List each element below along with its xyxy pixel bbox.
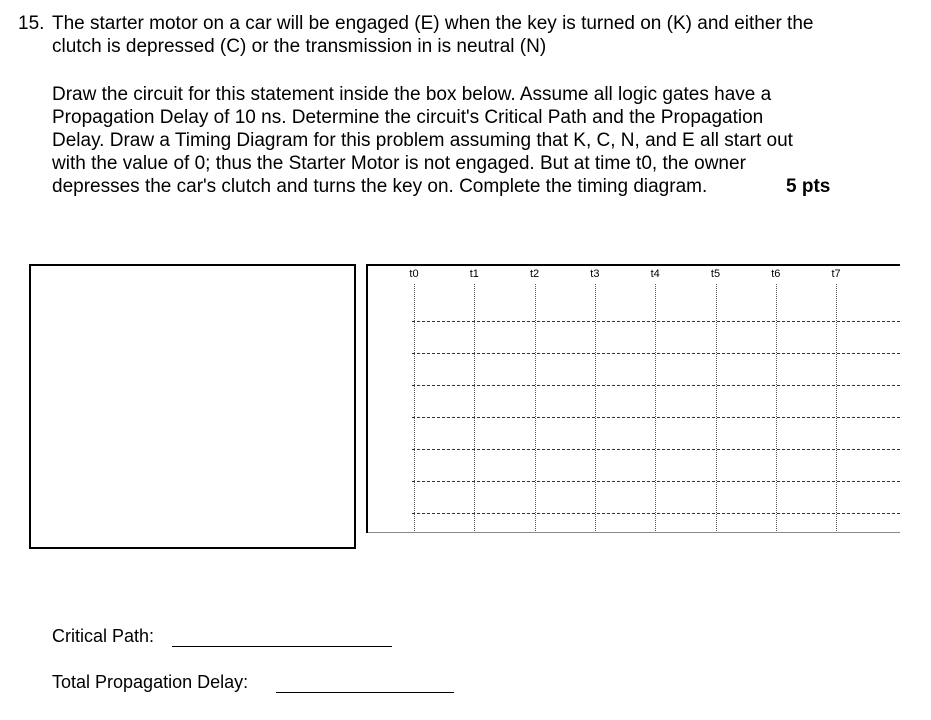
question-number: 15. (18, 13, 45, 34)
tick-label-t6: t6 (771, 268, 781, 280)
signal-row-line (412, 321, 900, 322)
propagation-delay-answer-line[interactable] (276, 692, 454, 693)
tick-label-t5: t5 (710, 268, 721, 280)
signal-row-line (412, 481, 900, 482)
tick-label-t0: t0 (409, 268, 419, 280)
propagation-delay-label: Total Propagation Delay: (52, 672, 249, 692)
tick-label-t1: t1 (469, 268, 479, 280)
timing-diagram-bottom-edge (368, 532, 900, 533)
signal-row-line (412, 449, 900, 450)
question-line-2: clutch is depressed (C) or the transmission in is neutral (N) (52, 36, 547, 57)
signal-row-line (412, 513, 900, 514)
signal-row-line (412, 353, 900, 354)
instruction-line-2: Propagation Delay of 10 ns. Determine the circuit's Critical Path and the Propagation (52, 107, 764, 128)
tick-label-t4: t4 (650, 268, 660, 280)
points-label: 5 pts (786, 176, 831, 197)
question-line-1: The starter motor on a car will be engaged (E) when the key is turned on (K) and either the (52, 13, 814, 34)
tick-label-t7: t7 (831, 268, 841, 280)
timing-diagram[interactable] (366, 264, 900, 533)
critical-path-answer-line[interactable] (172, 646, 392, 647)
instruction-line-3: Delay. Draw a Timing Diagram for this problem assuming that K, C, N, and E all start out (52, 130, 793, 151)
signal-row-line (412, 417, 900, 418)
tick-label-t3: t3 (590, 268, 600, 280)
circuit-drawing-box[interactable] (29, 264, 356, 549)
critical-path-label: Critical Path: (52, 626, 155, 646)
instruction-line-4: with the value of 0; thus the Starter Motor is not engaged. But at time t0, the owner (52, 153, 746, 174)
instruction-line-5: depresses the car's clutch and turns the key on. Complete the timing diagram. (52, 176, 708, 197)
tick-label-t2: t2 (530, 268, 540, 280)
signal-row-line (412, 385, 900, 386)
instruction-line-1: Draw the circuit for this statement inside the box below. Assume all logic gates have a (52, 84, 772, 105)
